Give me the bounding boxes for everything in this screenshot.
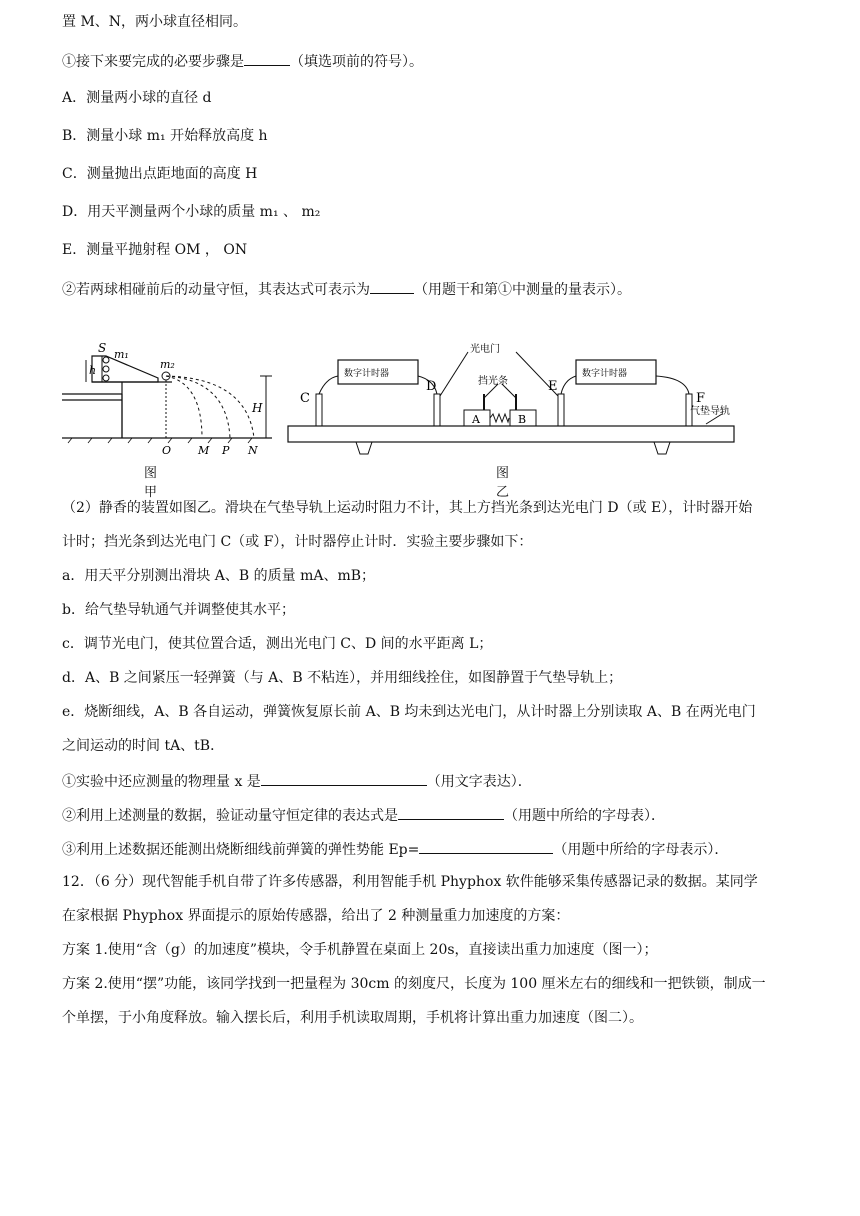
timer-label-left: 数字计时器 <box>344 369 390 379</box>
rail-label: 气垫导轨 <box>690 406 730 417</box>
strip-label: 挡光条 <box>478 376 508 387</box>
blank-1[interactable] <box>244 50 290 66</box>
label-n: N <box>248 444 258 456</box>
blank-3[interactable] <box>261 770 427 786</box>
step-d: d．A、B 之间紧压一轻弹簧（与 A、B 不粘连），并用细线拴住，如图静置于气垫导轨上； <box>62 670 623 686</box>
figure-jia-caption: 图甲 <box>144 466 158 500</box>
gate-f: F <box>696 391 706 406</box>
option-b: B．测量小球 m₁ 开始释放高度 h <box>62 128 268 144</box>
gate-label: 光电门 <box>470 344 500 355</box>
block-a: A <box>472 413 480 426</box>
plan-1: 方案 1.使用“含（g）的加速度”模块，令手机静置在桌面上 20s，直接读出重力加速度（图一）； <box>62 942 658 958</box>
blank-4[interactable] <box>398 804 504 820</box>
label-s: S <box>98 341 107 355</box>
blank-5[interactable] <box>419 838 553 854</box>
question-2-line: ②若两球相碰前后的动量守恒，其表达式可表示为 （用题干和第①中测量的量表示）。 <box>62 278 810 300</box>
figure-jia-diagram <box>62 338 277 456</box>
gate-e: E <box>548 379 558 394</box>
sub-question-3: ③利用上述数据还能测出烧断细线前弹簧的弹性势能 Ep= （用题中所给的字母表示）． <box>62 838 810 860</box>
label-p: P <box>222 444 230 456</box>
label-H: H <box>252 401 263 415</box>
label-m: M <box>198 444 210 456</box>
step-c: c．调节光电门，使其位置合适，测出光电门 C、D 间的水平距离 L； <box>62 636 493 652</box>
gate-d: D <box>426 379 437 394</box>
question-1-line: ①接下来要完成的必要步骤是 （填选项前的符号）。 <box>62 50 810 72</box>
timer-label-right: 数字计时器 <box>582 369 628 379</box>
option-d: D．用天平测量两个小球的质量 m₁ 、 m₂ <box>62 204 321 220</box>
label-o: O <box>162 444 172 456</box>
label-h: h <box>89 364 97 377</box>
part-2-line-2: 计时；挡光条到达光电门 C（或 F），计时器停止计时．实验主要步骤如下： <box>62 534 533 550</box>
sub-question-2: ②利用上述测量的数据，验证动量守恒定律的表达式是 （用题中所给的字母表）． <box>62 804 810 826</box>
question-12-line-1: 12．（6 分）现代智能手机自带了许多传感器，利用智能手机 Phyphox 软件能够采集传感器记录的数据。某同学 <box>62 874 758 890</box>
text-line-1: 置 M、N，两小球直径相同。 <box>62 14 248 30</box>
option-a: A．测量两小球的直径 d <box>62 90 212 106</box>
part-2-line-1: （2）静香的装置如图乙。滑块在气垫导轨上运动时阻力不计，其上方挡光条到达光电门 D（或 E），计时器开始 <box>62 500 753 516</box>
option-e: E．测量平抛射程 OM ， ON <box>62 242 248 258</box>
figure-yi-diagram <box>286 338 736 460</box>
step-e-line-2: 之间运动的时间 tA、tB． <box>62 738 225 754</box>
option-c: C．测量抛出点距地面的高度 H <box>62 166 258 182</box>
block-b: B <box>518 413 527 426</box>
step-b: b．给气垫导轨通气并调整使其水平； <box>62 602 295 618</box>
label-m2: m₂ <box>160 358 175 371</box>
plan-2-line-2: 个单摆，于小角度释放。输入摆长后，利用手机读取周期，手机将计算出重力加速度（图二）。 <box>62 1010 643 1026</box>
step-a: a．用天平分别测出滑块 A、B 的质量 mA、mB； <box>62 568 376 584</box>
figure-yi-caption: 图乙 <box>496 466 510 500</box>
blank-2[interactable] <box>370 278 414 294</box>
question-12-line-2: 在家根据 Phyphox 界面提示的原始传感器，给出了 2 种测量重力加速度的方案： <box>62 908 570 924</box>
sub-question-1: ①实验中还应测量的物理量 x 是 （用文字表达）． <box>62 770 810 792</box>
gate-c: C <box>300 391 310 406</box>
label-m1: m₁ <box>114 348 129 361</box>
step-e-line-1: e．烧断细线，A、B 各自运动，弹簧恢复原长前 A、B 均未到达光电门，从计时器上分别读取 A、B 在两光电门 <box>62 704 756 720</box>
plan-2-line-1: 方案 2.使用“摆”功能，该同学找到一把量程为 30cm 的刻度尺，长度为 100 厘米左右的细线和一把铁锁，制成一 <box>62 976 766 992</box>
